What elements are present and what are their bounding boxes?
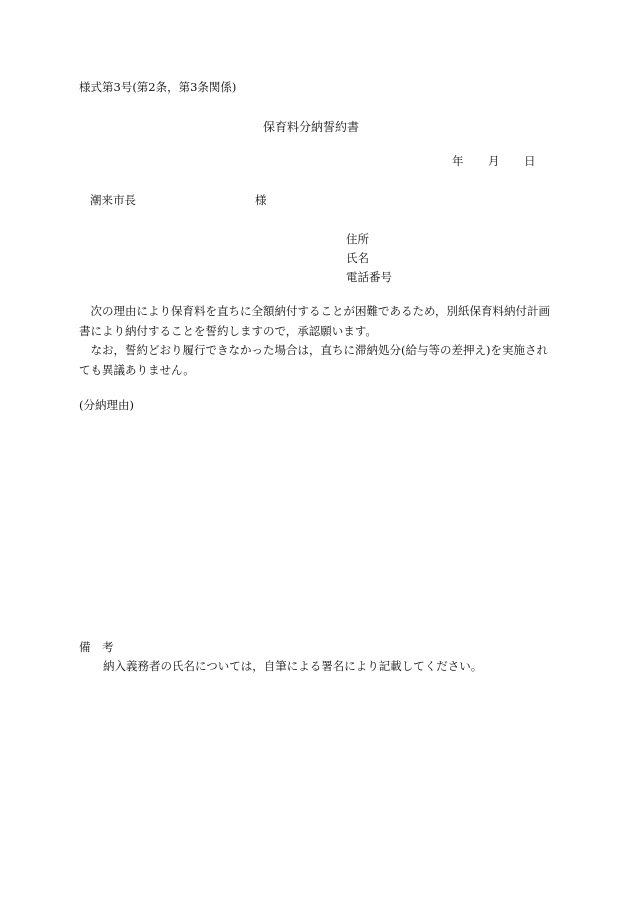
pledge-paragraph-1: 次の理由により保育料を直ちに全額納付することが困難であるため，別紙保育料納付計画書により納付することを誓約しますので，承認願います。: [79, 304, 551, 338]
addressee-name: 潮来市長: [90, 193, 136, 207]
addressee-honorific: 様: [255, 193, 267, 207]
form-number: 様式第3号(第2条，第3条関係): [79, 80, 237, 94]
address-label: 住所: [346, 232, 369, 246]
reason-blank-area[interactable]: [79, 420, 553, 620]
name-label: 氏名: [346, 251, 369, 265]
pledge-paragraph-2: なお，誓約どおり履行できなかった場合は，直ちに滞納処分(給与等の差押え)を実施されても異議ありません。: [79, 343, 548, 377]
document-title: 保育料分納誓約書: [263, 120, 360, 134]
pledge-body: [79, 302, 553, 380]
phone-label: 電話番号: [346, 270, 392, 284]
date-day: 日: [524, 154, 536, 168]
reason-label: (分納理由): [79, 398, 134, 412]
remarks-heading: 備 考: [79, 640, 114, 654]
date-month: 月: [488, 154, 500, 168]
date-year: 年: [452, 154, 464, 168]
remarks-text: 納入義務者の氏名については，自筆による署名により記載してください。: [103, 659, 483, 673]
applicant-block: [346, 230, 392, 287]
